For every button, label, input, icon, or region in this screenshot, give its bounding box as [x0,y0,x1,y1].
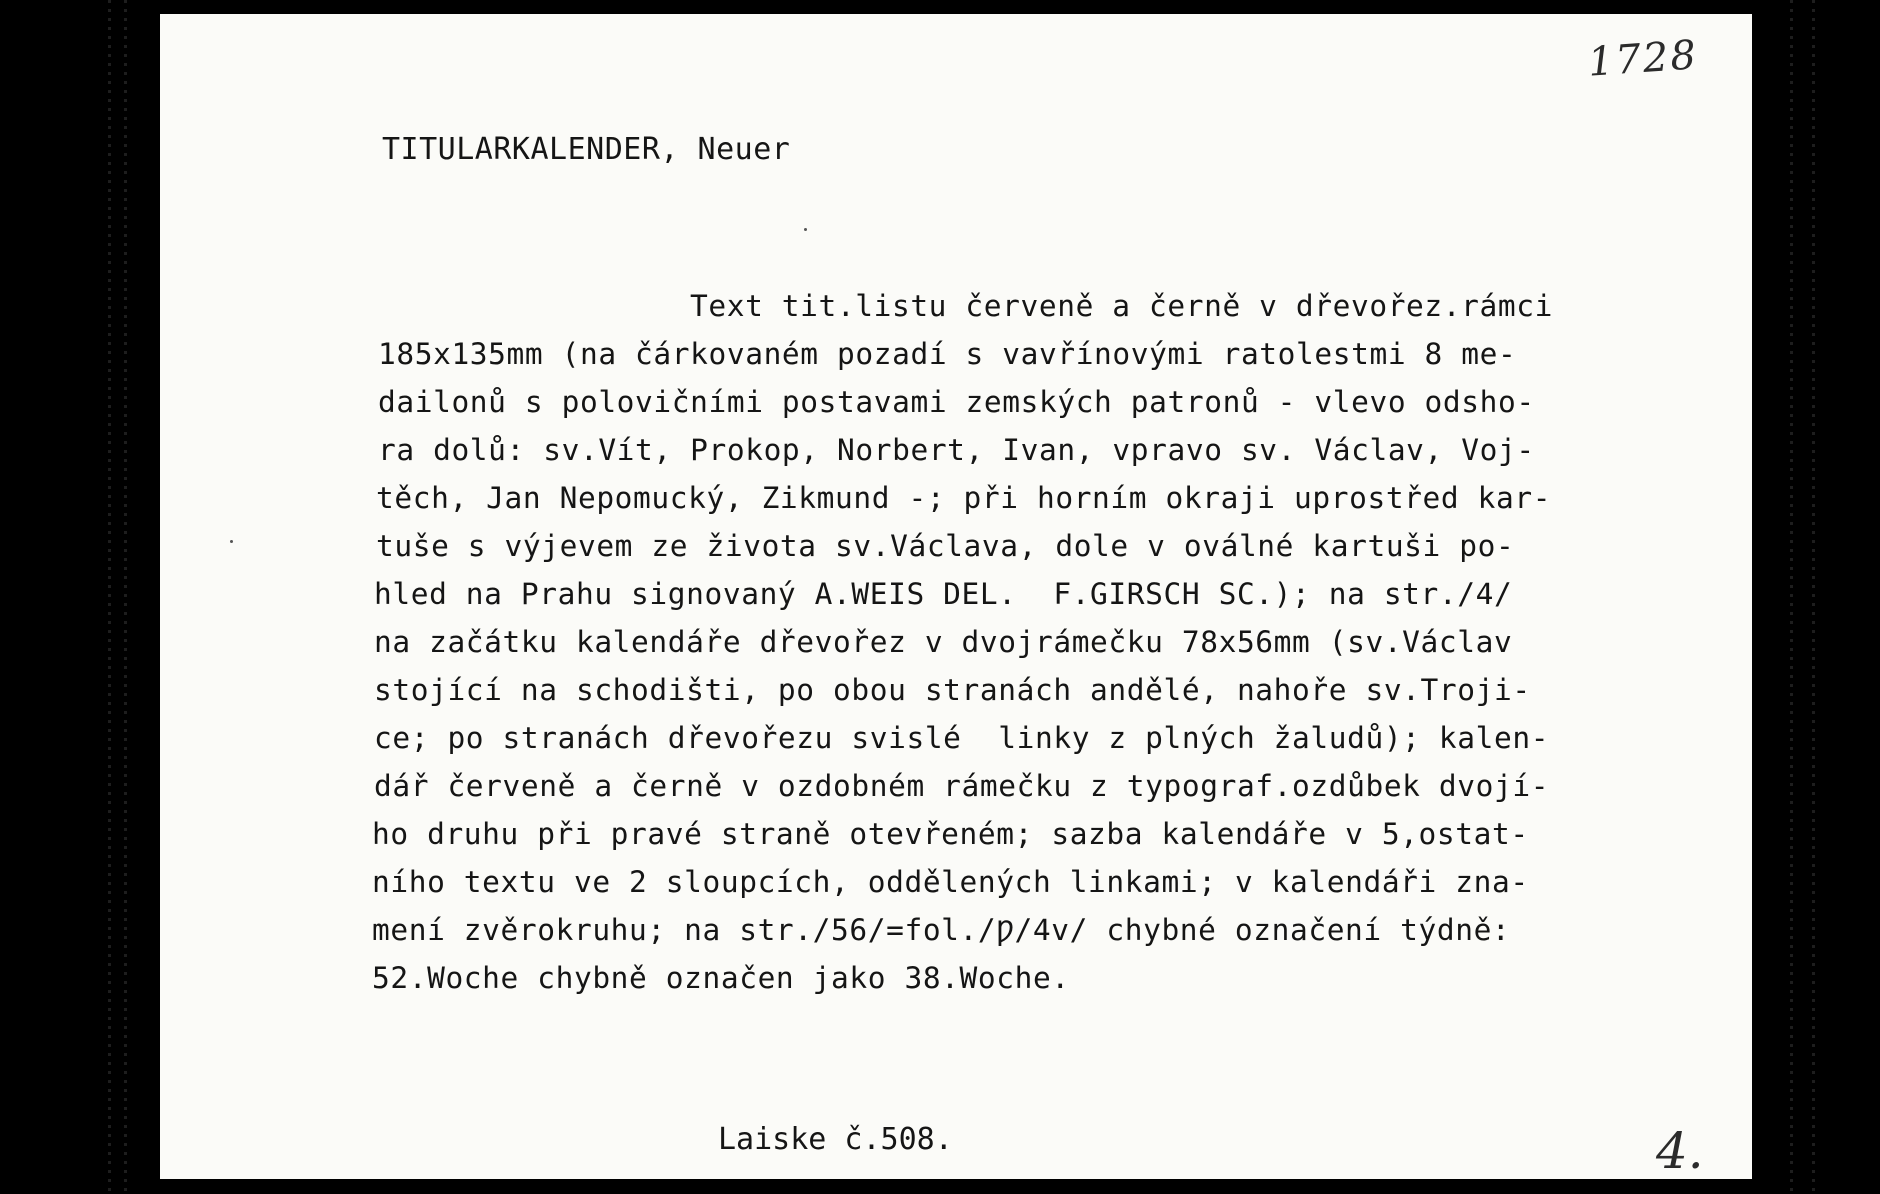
description-line: dář červeně a černě v ozdobném rámečku z typograf.ozdůbek dvojí- [374,769,1550,803]
catalog-card [160,14,1752,1179]
scan-noise-left-1 [108,0,111,1194]
library-reference: Laiske č.508. [718,1122,953,1157]
description-line: těch, Jan Nepomucký, Zikmund -; při horním okraji uprostřed kar- [376,481,1552,515]
description-line: ce; po stranách dřevořezu svislé linky z plných žaludů); kalen- [374,721,1550,755]
description-line: Text tit.listu červeně a černě v dřevořez.rámci [690,289,1553,323]
description-line: mení zvěrokruhu; na str./56/=fol./Ƿ/4v/ chybné označení týdně: [372,913,1511,947]
description-line: dailonů s polovičními postavami zemských patronů - vlevo odsho- [378,385,1535,419]
handwritten-page-number: 4. [1656,1122,1704,1180]
scan-noise-right-1 [1790,0,1793,1194]
description-line: stojící na schodišti, po obou stranách andělé, nahoře sv.Troji- [374,673,1531,707]
scan-noise-right-2 [1812,0,1815,1194]
description-line: ra dolů: sv.Vít, Prokop, Norbert, Ivan, vpravo sv. Václav, Voj- [378,433,1535,467]
description-line: na začátku kalendáře dřevořez v dvojrámečku 78x56mm (sv.Václav [374,625,1513,659]
scan-noise-left-2 [124,0,127,1194]
speck-mark [230,540,233,543]
description-line: hled na Prahu signovaný A.WEIS DEL. F.GIRSCH SC.); na str./4/ [374,577,1513,611]
speck-mark [804,228,807,231]
description-line: ního textu ve 2 sloupcích, oddělených linkami; v kalendáři zna- [372,865,1529,899]
description-line: 52.Woche chybně označen jako 38.Woche. [372,961,1070,995]
description-line: tuše s výjevem ze života sv.Václava, dole v oválné kartuši po- [376,529,1515,563]
card-title: TITULARKALENDER, Neuer [382,132,791,167]
handwritten-card-number: 1728 [1586,32,1700,86]
description-line: 185x135mm (na čárkovaném pozadí s vavřínovými ratolestmi 8 me- [378,337,1517,371]
description-line: ho druhu při pravé straně otevřeném; sazba kalendáře v 5,ostat- [372,817,1529,851]
